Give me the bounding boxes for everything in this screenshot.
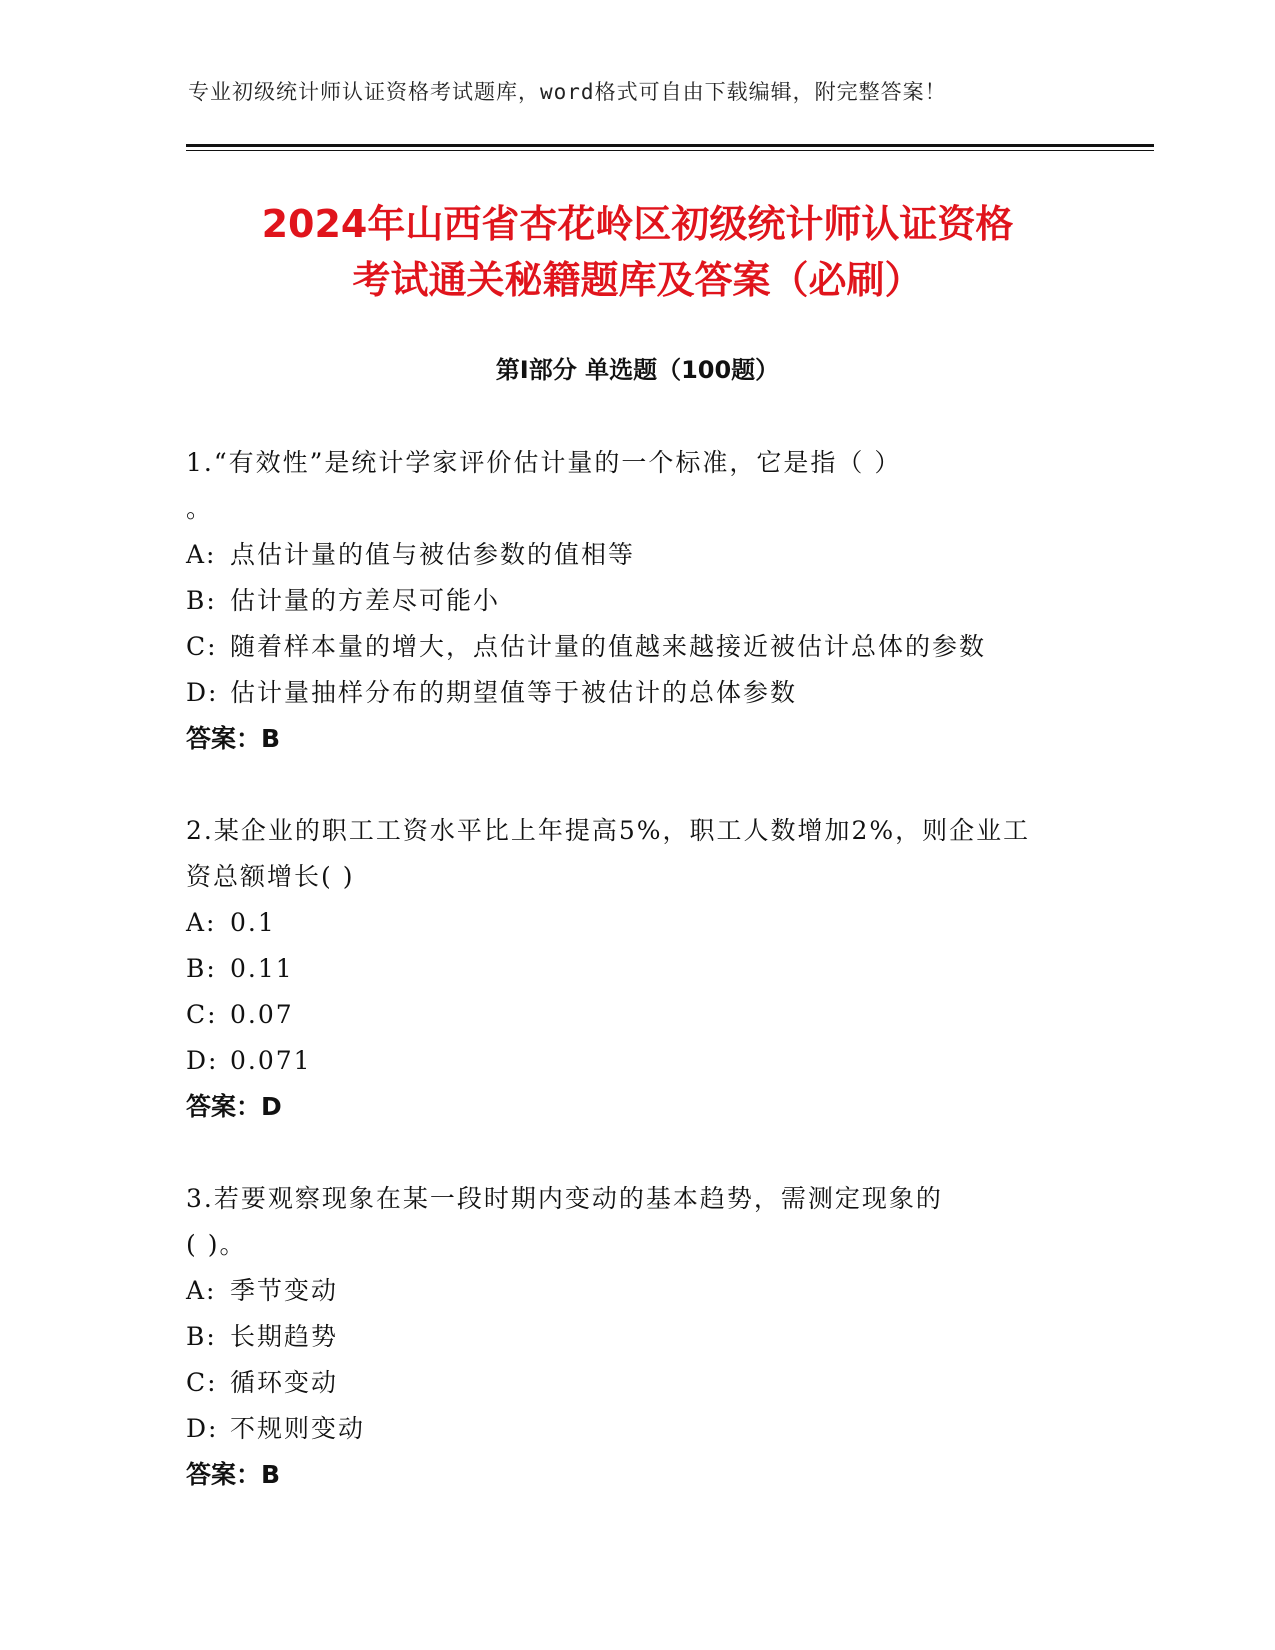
option-a [186,900,1086,946]
question-stem-line: 3.若要观察现象在某一段时期内变动的基本趋势，需测定现象的 [186,1184,943,1213]
question-stem-line: 资总额增长( ) [186,862,355,891]
title-line-2: 考试通关秘籍题库及答案（必刷） [352,258,923,302]
option-label: A: [186,1276,217,1305]
option-text: 长期趋势 [230,1322,339,1351]
option-b [186,946,1086,992]
question-stem-line: 。 [186,494,214,523]
question-1 [186,440,1086,762]
title-line-1: 2024年山西省杏花岭区初级统计师认证资格 [261,202,1014,246]
option-text: 随着样本量的增大，点估计量的值越来越接近被估计总体的参数 [230,632,987,661]
option-text: 0.11 [230,954,294,983]
header-rule-thin [186,150,1154,151]
header-rule-thick [186,144,1154,147]
option-label: C: [186,1000,218,1029]
header-note: 专业初级统计师认证资格考试题库，word格式可自由下载编辑，附完整答案！ [188,80,947,104]
option-d [186,670,1086,716]
question-stem-line: 2.某企业的职工工资水平比上年提高5%，职工人数增加2%，则企业工 [186,816,1031,845]
option-label: B: [186,954,217,983]
option-label: A: [186,540,217,569]
option-text: 季节变动 [230,1276,339,1305]
question-list [186,440,1086,1544]
option-label: C: [186,632,218,661]
option-label: C: [186,1368,218,1397]
option-label: B: [186,1322,217,1351]
option-label: A: [186,908,217,937]
option-text: 循环变动 [230,1368,339,1397]
option-text: 0.07 [230,1000,294,1029]
option-c [186,992,1086,1038]
option-c [186,1360,1086,1406]
option-a [186,532,1086,578]
question-stem-line: ( )。 [186,1230,247,1259]
question-stem-line: 1.“有效性”是统计学家评价估计量的一个标准，它是指（ ） [186,448,902,477]
answer-line: 答案：B [186,1460,281,1489]
option-b [186,578,1086,624]
question-3 [186,1176,1086,1498]
question-2 [186,808,1086,1130]
document-title [150,196,1125,308]
option-d [186,1038,1086,1084]
option-label: D: [186,1046,219,1075]
section-title: 第Ⅰ部分 单选题（100题） [495,356,780,384]
option-text: 点估计量的值与被估参数的值相等 [230,540,636,569]
option-b [186,1314,1086,1360]
option-d [186,1406,1086,1452]
option-text: 不规则变动 [230,1414,366,1443]
option-text: 估计量的方差尽可能小 [230,586,501,615]
option-text: 0.071 [230,1046,312,1075]
option-text: 估计量抽样分布的期望值等于被估计的总体参数 [230,678,798,707]
option-a [186,1268,1086,1314]
answer-line: 答案：B [186,724,281,753]
option-c [186,624,1086,670]
option-label: B: [186,586,217,615]
option-label: D: [186,1414,219,1443]
option-text: 0.1 [230,908,276,937]
option-label: D: [186,678,219,707]
answer-line: 答案：D [186,1092,282,1121]
